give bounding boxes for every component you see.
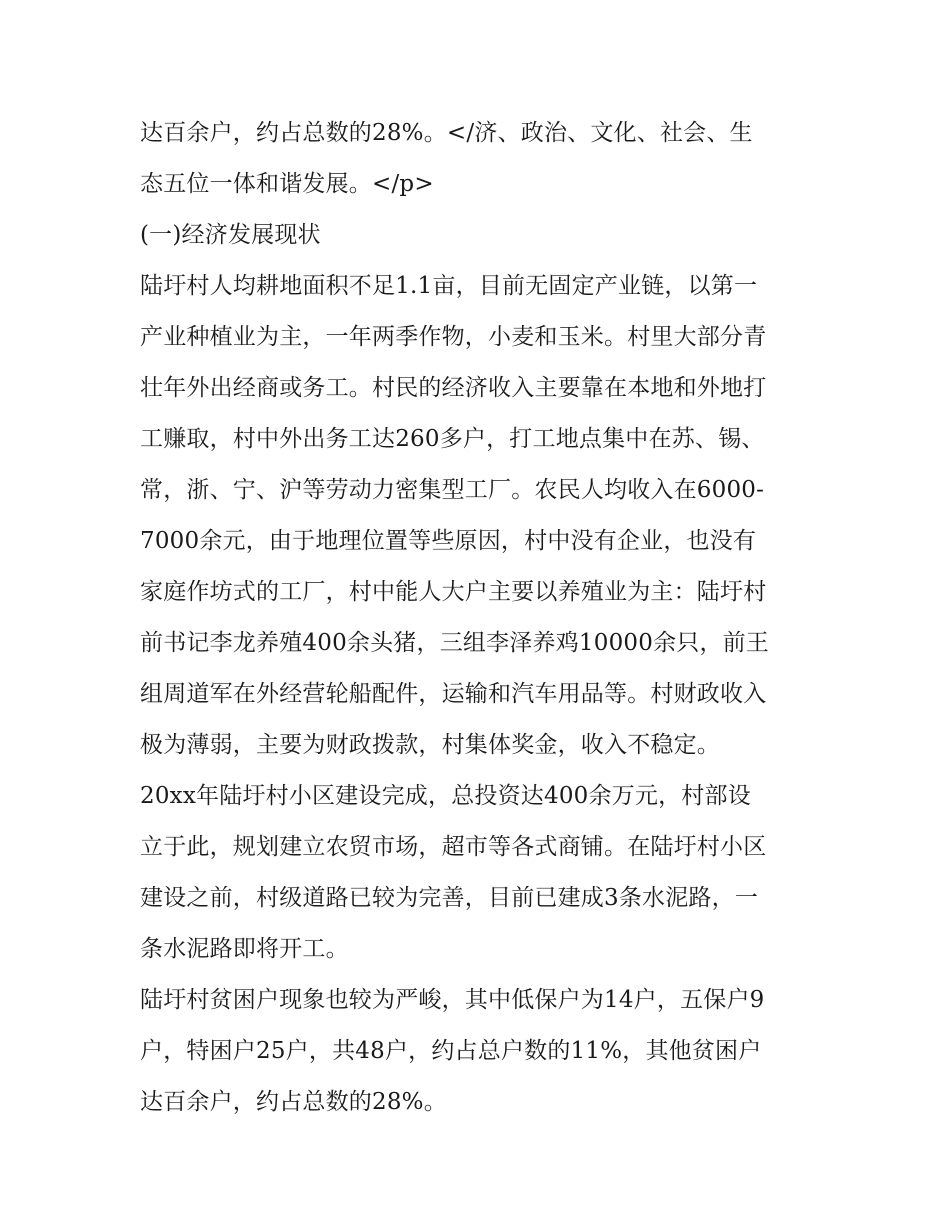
text-line: 条水泥路即将开工。 (140, 936, 349, 962)
text-line: 达百余户，约占总数的28%。 (140, 1089, 447, 1115)
text-line: 户，特困户25户，共48户，约占总户数的11%，其他贫困户 (140, 1038, 762, 1064)
text-line: 20xx年陆圩村小区建设完成，总投资达400余万元，村部设 (140, 783, 751, 809)
text-line: 常，浙、宁、沪等劳动力密集型工厂。农民人均收入在6000- (140, 477, 765, 503)
text-line: 立于此，规划建立农贸市场，超市等各式商铺。在陆圩村小区 (140, 834, 767, 860)
section-heading: (一)经济发展现状 (140, 222, 321, 248)
text-line: 陆圩村人均耕地面积不足1.1亩，目前无固定产业链，以第一 (140, 273, 758, 299)
text-line: 组周道军在外经营轮船配件，运输和汽车用品等。村财政收入 (140, 681, 767, 707)
text-line: 前书记李龙养殖400余头猪，三组李泽养鸡10000余只，前王 (140, 630, 770, 656)
text-line: 达百余户，约占总数的28%。</济、政治、文化、社会、生 (140, 120, 753, 146)
text-line: 家庭作坊式的工厂，村中能人大户主要以养殖业为主：陆圩村 (140, 579, 767, 605)
text-line: 建设之前，村级道路已较为完善，目前已建成3条水泥路，一 (140, 885, 759, 911)
text-line: 7000余元，由于地理位置等些原因，村中没有企业，也没有 (140, 528, 757, 554)
text-line: 产业种植业为主，一年两季作物，小麦和玉米。村里大部分青 (140, 324, 767, 350)
text-line: 壮年外出经商或务工。村民的经济收入主要靠在本地和外地打 (140, 375, 767, 401)
text-line: 工赚取，村中外出务工达260多户，打工地点集中在苏、锡、 (140, 426, 765, 452)
text-line: 陆圩村贫困户现象也较为严峻，其中低保户为14户，五保户9 (140, 987, 765, 1013)
text-line: 态五位一体和谐发展。</p> (140, 171, 434, 197)
document-body (140, 108, 812, 1128)
text-line: 极为薄弱，主要为财政拨款，村集体奖金，收入不稳定。 (140, 732, 720, 758)
